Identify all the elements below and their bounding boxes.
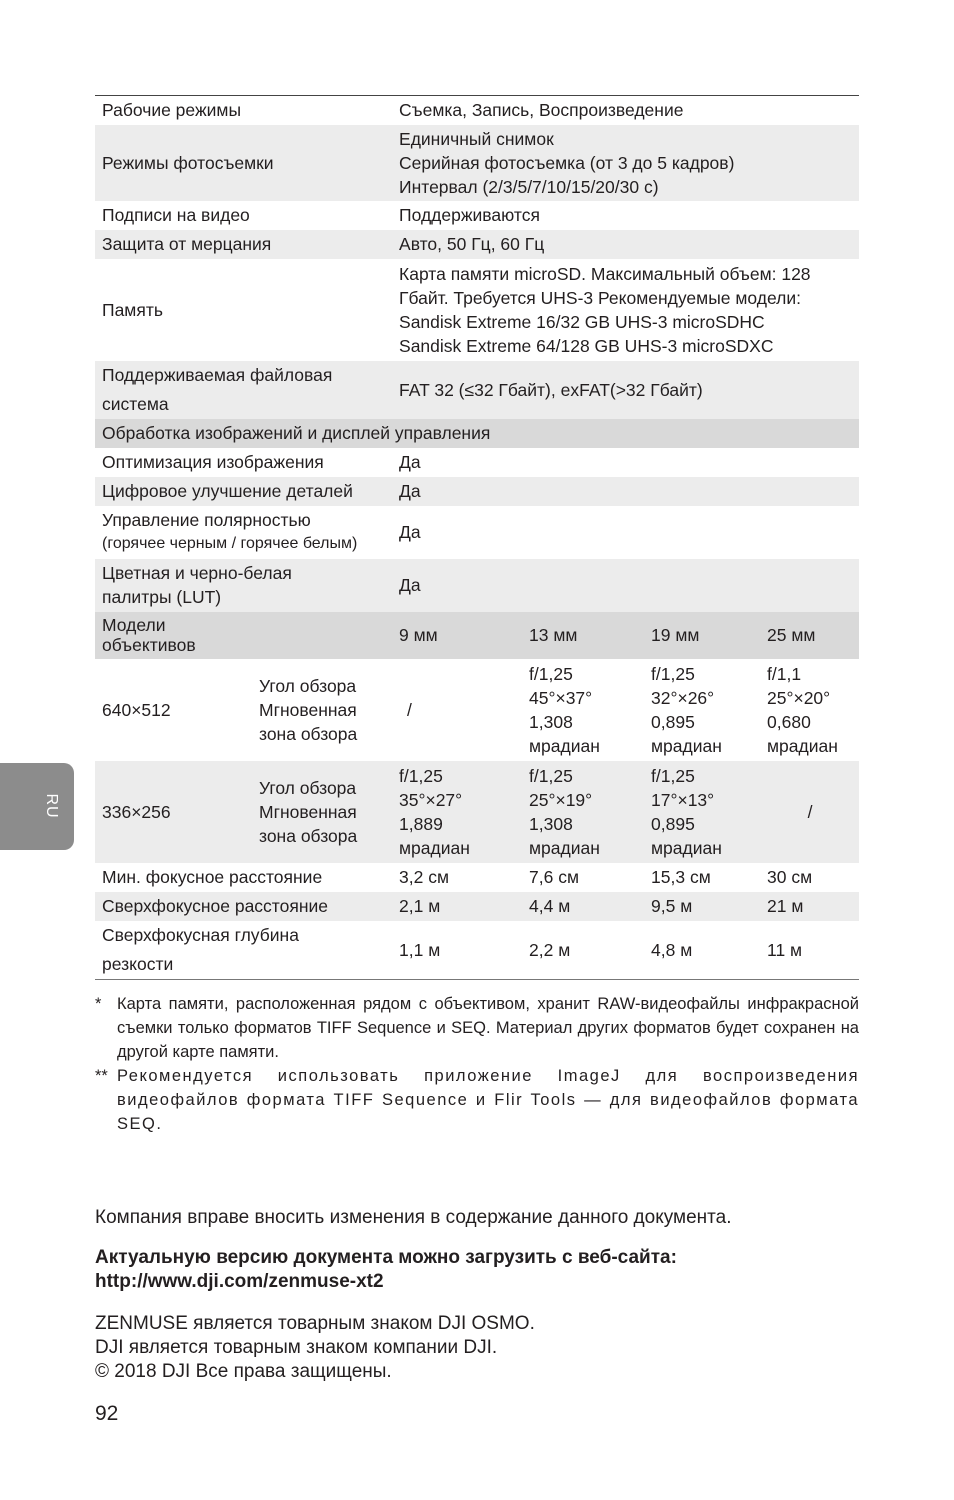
section-title: Обработка изображений и дисплей управления <box>95 419 859 448</box>
lens-13mm-header: 13 мм <box>522 612 644 659</box>
row-value: Да <box>399 522 421 542</box>
row-value: Карта памяти microSD. Максимальный объем: 128 Гбайт. Требуется UHS-3 Рекомендуемые модели: Sandisk Extreme 16/32 GB UHS-3 microSDHC Sandisk Extreme 64/128 GB UHS-3 microSDXC <box>399 263 811 356</box>
row-label: Память <box>102 299 163 320</box>
lens-19mm-value: f/1,25 17°×13° 0,895 мрадиан <box>644 761 760 863</box>
row-label: Мин. фокусное расстояние <box>102 867 323 887</box>
row-label: Защита от мерцания <box>95 230 392 259</box>
row-label: Режимы фотосъемки <box>95 125 392 201</box>
row-label: Рабочие режимы <box>102 100 242 121</box>
footnote-mark: ** <box>95 1067 108 1085</box>
lens-25mm-value: f/1,1 25°×20° 0,680 мрадиан <box>767 663 838 756</box>
lens-25mm-value: 11 м <box>767 939 803 960</box>
row-value: Поддерживаются <box>399 205 540 225</box>
row-value: Да <box>399 452 421 472</box>
resolution-label: 336×256 <box>95 761 252 863</box>
footnote-text: Рекомендуется использовать приложение ImageJ для воспроизведения видеофайлов формата TIFF Sequence и Flir Tools — для видеофайлов формата SEQ. <box>117 1067 859 1133</box>
table-row <box>95 125 859 201</box>
row-label: Подписи на видео <box>102 205 250 225</box>
row-label: Управление полярностью (горячее черным / горячее белым) <box>102 510 358 552</box>
table-row <box>95 659 859 761</box>
table-row <box>95 201 859 230</box>
lens-9mm-header: 9 мм <box>392 612 522 659</box>
row-label: Цифровое улучшение деталей <box>95 477 392 506</box>
lens-19mm-value: 9,5 м <box>644 892 760 921</box>
lens-9mm-value: 2,1 м <box>392 892 522 921</box>
resolution-label: 640×512 <box>102 699 171 720</box>
row-label: Оптимизация изображения <box>102 452 324 472</box>
row-value: FAT 32 (≤32 Гбайт), exFAT(>32 Гбайт) <box>392 361 859 419</box>
table-row <box>95 921 859 980</box>
lens-9mm-value: 1,1 м <box>399 939 441 960</box>
table-row <box>95 863 859 892</box>
table-row <box>95 361 859 419</box>
table-row <box>95 506 859 559</box>
row-label: Сверхфокусная глубина резкости <box>102 924 299 974</box>
footnotes <box>95 992 859 1136</box>
table-row <box>95 230 859 259</box>
param-labels: Угол обзора Мгновенная зона обзора <box>259 675 358 744</box>
lens-19mm-header: 19 мм <box>644 612 760 659</box>
table-row <box>95 96 859 125</box>
lens-9mm-value: f/1,25 35°×27° 1,889 мрадиан <box>392 761 522 863</box>
language-tab <box>0 763 74 850</box>
table-row <box>95 559 859 612</box>
param-labels: Угол обзора Мгновенная зона обзора <box>252 761 392 863</box>
table-row <box>95 477 859 506</box>
download-notice <box>95 1246 859 1294</box>
row-value: Единичный снимок Серийная фотосъемка (от 3 до 5 кадров) Интервал (2/3/5/7/10/15/20/30 с) <box>392 125 859 201</box>
lens-header-title: Модели объективов <box>95 612 392 659</box>
row-value: Авто, 50 Гц, 60 Гц <box>392 230 859 259</box>
lens-9mm-value: / <box>407 699 412 720</box>
page-number: 92 <box>95 1402 119 1425</box>
company-notice: Компания вправе вносить изменения в содержание данного документа. <box>95 1207 732 1228</box>
lens-25mm-header: 25 мм <box>760 612 859 659</box>
lens-25mm-value: 21 м <box>760 892 859 921</box>
lens-25mm-value: 30 см <box>767 867 813 887</box>
lens-25mm-value: / <box>760 761 859 863</box>
row-label: Цветная и черно-белая палитры (LUT) <box>95 559 392 612</box>
row-label: Поддерживаемая файловая система <box>95 361 392 419</box>
row-value: Да <box>392 559 859 612</box>
lens-13mm-value: 2,2 м <box>529 939 571 960</box>
section-header <box>95 419 859 448</box>
trademark-line: ZENMUSE является товарным знаком DJI OSMO. <box>95 1313 535 1334</box>
footnote <box>95 1064 859 1136</box>
lens-9mm-value: 3,2 см <box>399 867 449 887</box>
footnote <box>95 992 859 1064</box>
row-value: Да <box>392 477 859 506</box>
spec-table <box>95 95 859 980</box>
lens-19mm-value: 4,8 м <box>651 939 693 960</box>
download-text: Актуальную версию документа можно загрузить с веб-сайта: <box>95 1247 677 1268</box>
row-value: Съемка, Запись, Воспроизведение <box>399 100 684 121</box>
lens-13mm-value: f/1,25 45°×37° 1,308 мрадиан <box>529 663 600 756</box>
table-row <box>95 761 859 863</box>
lens-13mm-value: 7,6 см <box>529 867 579 887</box>
footnote-text: Карта памяти, расположенная рядом с объективом, хранит RAW-видеофайлы инфракрасной съемки только форматов TIFF Sequence и SEQ. Материал других форматов будет сохранен на другой карте памяти. <box>117 995 859 1061</box>
lens-19mm-value: f/1,25 32°×26° 0,895 мрадиан <box>651 663 722 756</box>
lens-13mm-value: f/1,25 25°×19° 1,308 мрадиан <box>522 761 644 863</box>
table-row <box>95 448 859 477</box>
language-tab-label: RU <box>43 793 60 819</box>
lens-19mm-value: 15,3 см <box>651 867 711 887</box>
footnote-mark: * <box>95 995 102 1013</box>
download-link[interactable]: http://www.dji.com/zenmuse-xt2 <box>95 1271 384 1292</box>
trademark-line: DJI является товарным знаком компании DJI. <box>95 1337 498 1358</box>
copyright-line: © 2018 DJI Все права защищены. <box>95 1361 392 1382</box>
trademark-notice <box>95 1312 859 1384</box>
lens-header-row <box>95 612 859 659</box>
row-label: Сверхфокусное расстояние <box>95 892 392 921</box>
table-row <box>95 892 859 921</box>
lens-13mm-value: 4,4 м <box>522 892 644 921</box>
table-row <box>95 259 859 361</box>
